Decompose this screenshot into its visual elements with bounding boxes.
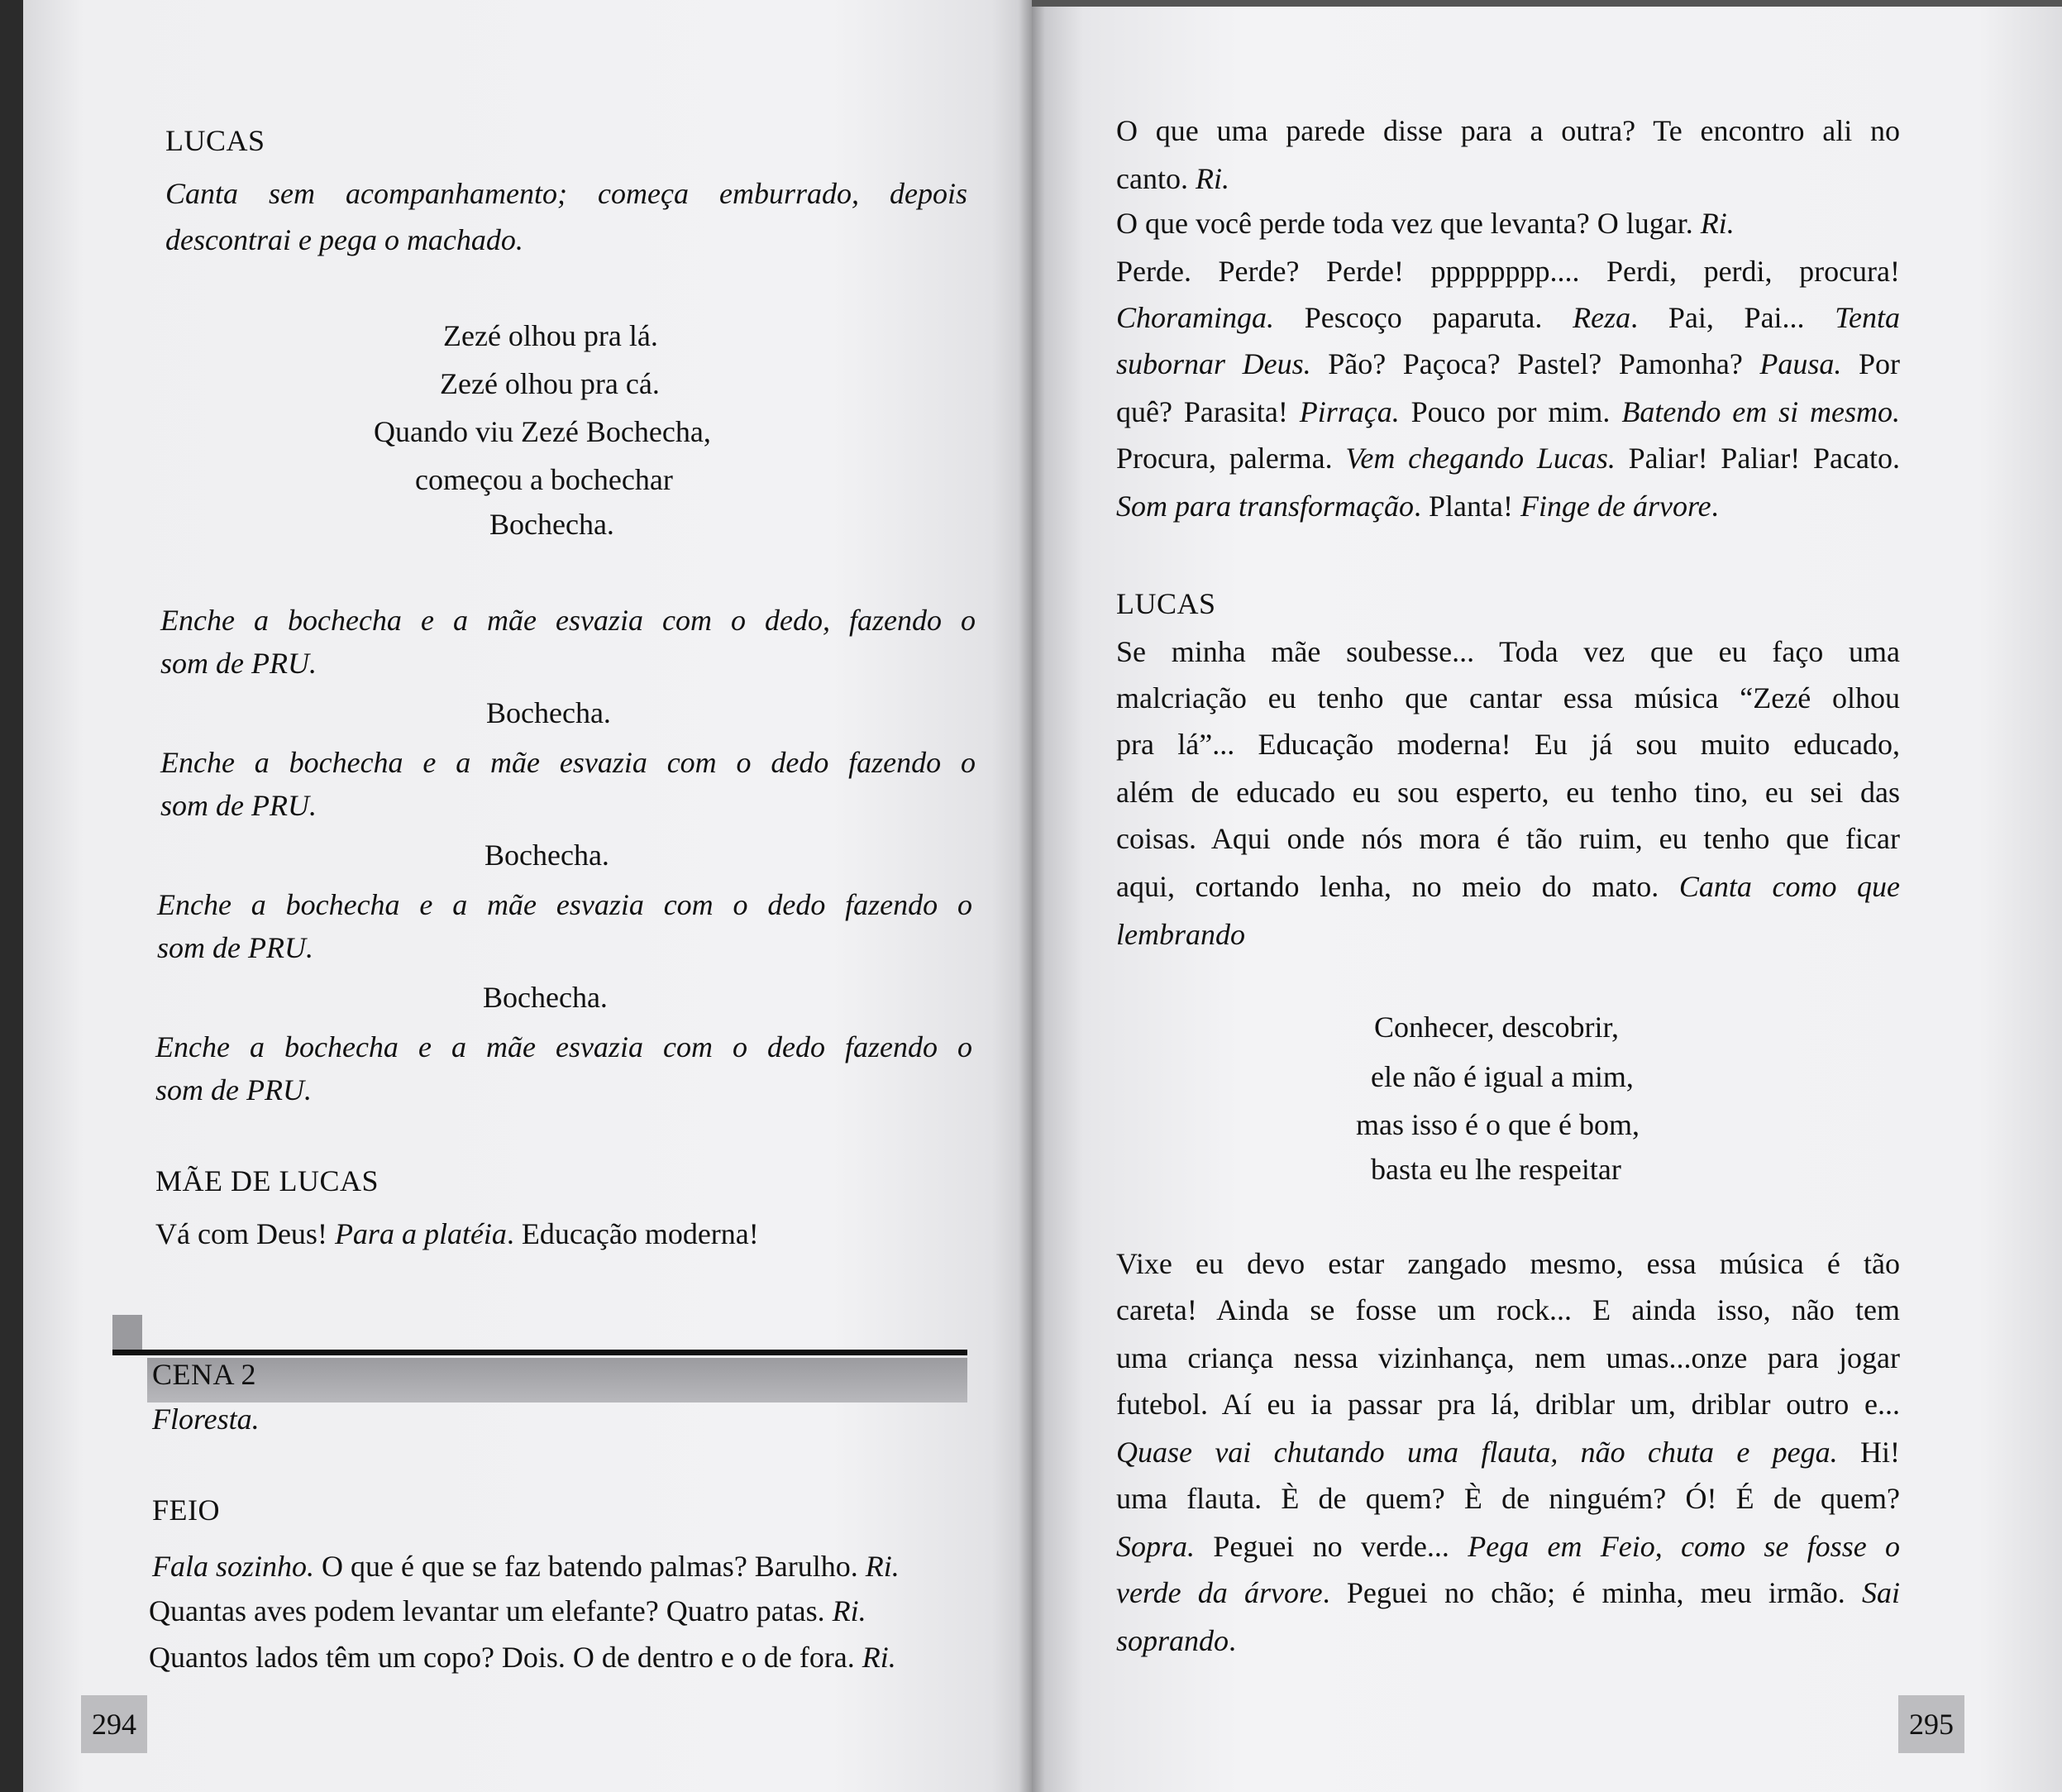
dialogue-line: Choraminga. Pescoço paparuta. Reza. Pai, Pai... Tenta: [1116, 301, 1900, 334]
band-marker: [112, 1315, 142, 1351]
dialogue-line: além de educado eu sou esperto, eu tenho tino, eu sei das: [1116, 776, 1900, 809]
song-line: mas isso é o que é bom,: [1356, 1108, 1640, 1141]
stage-direction: som de PRU.: [160, 789, 317, 822]
speaker-lucas: LUCAS: [1116, 587, 1216, 620]
left-page: [23, 0, 1032, 1792]
stage-direction: Enche a bochecha e a mãe esvazia com o dedo, fazendo o: [160, 604, 976, 637]
song-line: ele não é igual a mim,: [1371, 1060, 1634, 1093]
dialogue-line: coisas. Aqui onde nós mora é tão ruim, eu tenho que ficar: [1116, 822, 1900, 855]
dialogue-line: subornar Deus. Pão? Paçoca? Pastel? Pamonha? Pausa. Por: [1116, 347, 1900, 380]
dialogue-line: uma criança nessa vizinhança, nem umas...onze para jogar: [1116, 1341, 1900, 1374]
song-line: Zezé olhou pra cá.: [440, 367, 660, 400]
right-page: [1032, 0, 2062, 1792]
book-gutter: [1019, 0, 1045, 1792]
dialogue-line: quê? Parasita! Pirraça. Pouco por mim. Batendo em si mesmo.: [1116, 395, 1901, 428]
page-number: 294: [81, 1695, 147, 1753]
song-line: Bochecha.: [489, 508, 614, 541]
dialogue-line: soprando.: [1116, 1624, 1237, 1657]
dialogue-line: Procura, palerma. Vem chegando Lucas. Paliar! Paliar! Pacato.: [1116, 442, 1900, 475]
page-top-edge: [1032, 0, 2062, 7]
dialogue-line: Quantas aves podem levantar um elefante? Quatro patas. Ri.: [149, 1594, 866, 1627]
song-line: Conhecer, descobrir,: [1374, 1011, 1619, 1044]
dialogue-line: aqui, cortando lenha, no meio do mato. Canta como que: [1116, 870, 1900, 903]
dialogue-line: uma flauta. È de quem? È de ninguém? Ó! É de quem?: [1116, 1482, 1900, 1515]
stage-direction: som de PRU.: [155, 1073, 312, 1106]
dialogue-line: Fala sozinho. O que é que se faz batendo palmas? Barulho. Ri.: [152, 1550, 900, 1583]
dialogue-line: O que uma parede disse para a outra? Te encontro ali no: [1116, 114, 1900, 147]
dialogue-line: careta! Ainda se fosse um rock... E ainda isso, não tem: [1116, 1293, 1900, 1326]
dialogue-line: Som para transformação. Planta! Finge de árvore.: [1116, 490, 1719, 523]
page-number: 295: [1898, 1695, 1964, 1753]
scene-location: Floresta.: [152, 1403, 260, 1436]
stage-direction: som de PRU.: [160, 647, 317, 680]
dialogue-line: canto. Ri.: [1116, 162, 1229, 195]
scene-heading: CENA 2: [152, 1358, 257, 1391]
stage-direction: descontrai e pega o machado.: [165, 223, 523, 256]
dialogue-line: Vá com Deus! Para a platéia. Educação moderna!: [155, 1217, 759, 1250]
bochecha-line: Bochecha.: [486, 696, 611, 729]
song-line: Quando viu Zezé Bochecha,: [374, 415, 711, 448]
stage-direction: Canta sem acompanhamento; começa emburrado, depois: [165, 177, 967, 210]
dialogue-line: O que você perde toda vez que levanta? O lugar. Ri.: [1116, 207, 1735, 240]
dialogue-line: futebol. Aí eu ia passar pra lá, driblar um, driblar outro e...: [1116, 1388, 1900, 1421]
stage-direction: lembrando: [1116, 918, 1245, 951]
stage-direction: Enche a bochecha e a mãe esvazia com o dedo fazendo o: [160, 746, 976, 779]
dialogue-line: Se minha mãe soubesse... Toda vez que eu faço uma: [1116, 635, 1900, 668]
song-line: Zezé olhou pra lá.: [443, 319, 658, 352]
bochecha-line: Bochecha.: [484, 839, 609, 872]
scene-band: [147, 1358, 967, 1403]
stage-direction: Enche a bochecha e a mãe esvazia com o dedo fazendo o: [157, 888, 972, 921]
dialogue-line: pra lá”... Educação moderna! Eu já sou muito educado,: [1116, 728, 1900, 761]
bochecha-line: Bochecha.: [483, 981, 608, 1014]
song-line: começou a bochechar: [415, 463, 673, 496]
speaker-mae-de-lucas: MÃE DE LUCAS: [155, 1164, 379, 1197]
stage-direction: Enche a bochecha e a mãe esvazia com o dedo fazendo o: [155, 1030, 972, 1063]
scene-rule: [112, 1350, 967, 1355]
speaker-lucas: LUCAS: [165, 124, 265, 157]
song-line: basta eu lhe respeitar: [1371, 1153, 1621, 1186]
dialogue-line: Sopra. Peguei no verde... Pega em Feio, como se fosse o: [1116, 1530, 1900, 1563]
stage-direction: som de PRU.: [157, 931, 313, 964]
dialogue-line: Perde. Perde? Perde! pppppppp.... Perdi, perdi, procura!: [1116, 255, 1900, 288]
dialogue-line: verde da árvore. Peguei no chão; é minha, meu irmão. Sai: [1116, 1576, 1900, 1609]
dialogue-line: Quase vai chutando uma flauta, não chuta e pega. Hi!: [1116, 1436, 1900, 1469]
speaker-feio: FEIO: [152, 1493, 220, 1527]
dialogue-line: Quantos lados têm um copo? Dois. O de dentro e o de fora. Ri.: [149, 1641, 896, 1674]
dialogue-line: malcriação eu tenho que cantar essa música “Zezé olhou: [1116, 681, 1900, 714]
dialogue-line: Vixe eu devo estar zangado mesmo, essa música é tão: [1116, 1247, 1900, 1280]
